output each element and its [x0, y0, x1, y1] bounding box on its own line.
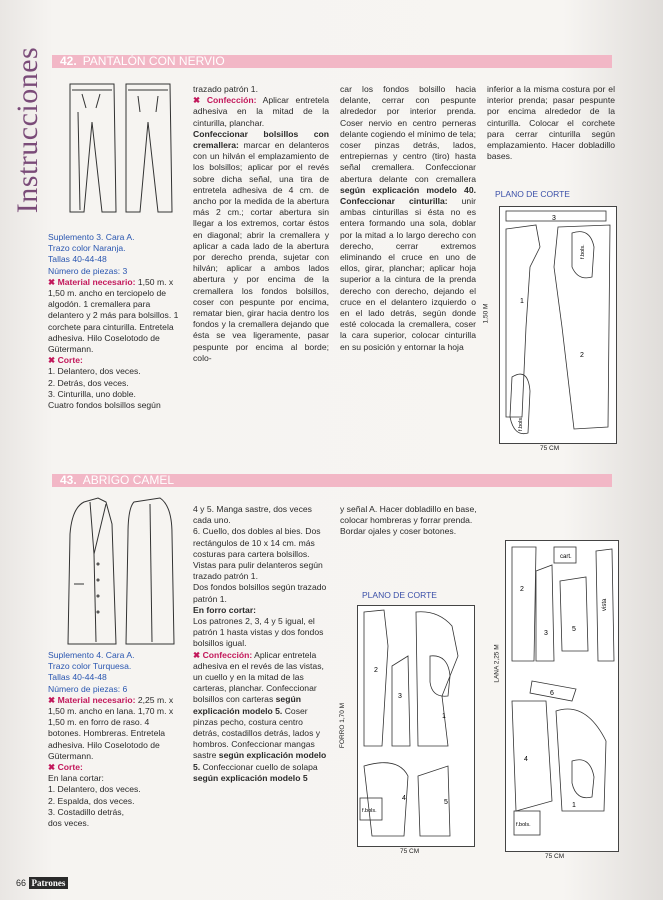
- s42-bolsillos-heading: Confeccionar bolsillos con cremallera:: [193, 128, 329, 151]
- s43-col2-f: Aplicar entretela adhesiva en el revés de las vistas, un cuello y en la mitad de las carteras, planchar. Confeccionar bolsillos con carteras: [193, 649, 324, 705]
- s43-col2-h: Confeccionar cuello de solapa: [202, 761, 318, 772]
- page-footer: [16, 878, 68, 888]
- s42-col2: trazado patrón 1. ✖ Confección: Aplicar entretela adhesiva en la mitad de la cinturilla, planchar. Confeccionar bolsillos con cremallera: marcar en delanteros con un hilván el emplazamiento de los bolsillos; aplicar por el revés sobre dicha señal, una tira de entretela adhesiva de 4 cm. de ancho por la medida de la abertura más 2 cm.; cortar abertura sin llegar a los extremos, cortar éstos en diagonal; abrir la cremallera y aplicar a cada lado de la abertura por derecho prenda, sujetar con hilván; aplicar a ambos lados abertura y por encima de la cremallera los fondos bolsillos, coser con pespunte por encima, rematar bien, girar hacia dentro los fondos y la cremallera dejando que ésta se vea ligeramente, pasar pespunte por encima al borde; colo-: [193, 84, 329, 363]
- s43-corte-3: 3. Costadillo detrás,: [48, 806, 124, 817]
- s42-tallas: Tallas 40-44-48: [48, 254, 107, 265]
- lana-piece-5: 5: [572, 626, 576, 633]
- plan-piece-2: 2: [580, 352, 584, 359]
- s43-col2-f-bold: según explicación modelo 5.: [193, 694, 301, 716]
- s43-lana-plan: [505, 540, 619, 852]
- s42-cinturilla-heading: Confeccionar cinturilla:: [340, 196, 448, 207]
- s43-lana-width: 75 CM: [545, 853, 565, 860]
- s42-plan-shapes: [500, 207, 616, 443]
- s42-col3: [340, 84, 476, 353]
- s42-col3-a: car los fondos bolsillo hacia delante, cerrar con pespunte alrededor por interior prenda. Coser nervio en centro perneras delante cogiendo el mínimo de tela; coser pinzas detrás, lados, entrepiernas y centro (tiro) hasta señal cremallera. Confeccionar abertura delante con cremallera: [340, 84, 476, 184]
- s43-corte-1: 1. Delantero, dos veces.: [48, 784, 141, 795]
- s43-forro-plan: [357, 605, 475, 847]
- s42-material: 1,50 m. x 1,50 m. ancho en terciopelo de algodón. 1 cremallera para delantero y 2 más para bolsillos. 1 corchete para cinturilla. Entretela adhesiva. Hilo Coselotodo de Gütermann.: [48, 276, 179, 355]
- s43-col1: Suplemento 4. Cara A. Trazo color Turquesa. Tallas 40-44-48 Número de piezas: 6 ✖ Material necesario: 2,25 m. x 1,50 m. ancho en lana. 1,70 m. x 1,50 m. en forro de raso. 4 botones. Hombreras. Entretela adhesiva. Hilo Coselotodo de Gütermann. ✖ Corte: En lana cortar: 1. Delantero, dos veces. 2. Espalda, dos veces. 3. Costadillo detrás, dos veces.: [48, 650, 182, 829]
- s42-corte-1: 1. Delantero, dos veces.: [48, 366, 141, 377]
- page-number: 66: [16, 878, 27, 888]
- s43-col2-b: 6. Cuello, dos dobles al bies. Dos rectángulos de 10 x 14 cm. más costuras para cartera bolsillos.: [193, 526, 321, 559]
- s42-trazo: Trazo color Naranja.: [48, 243, 126, 254]
- s42-conf-text: Aplicar entretela adhesiva en la mitad de la cinturilla, planchar.: [193, 95, 329, 128]
- s43-col2-a: 4 y 5. Manga sastre, dos veces cada uno.: [193, 504, 312, 526]
- lana-piece-4: 4: [524, 756, 528, 763]
- s42-piezas: Número de piezas: 3: [48, 265, 128, 276]
- s42-corte-4: Cuatro fondos bolsillos según: [48, 400, 161, 411]
- lana-piece-3: 3: [544, 630, 548, 637]
- s42-supplement: Suplemento 3. Cara A.: [48, 232, 135, 242]
- s42-plano-title: PLANO DE CORTE: [495, 189, 570, 199]
- trousers-sketch: [60, 72, 180, 222]
- s42-corte-3: 3. Cinturilla, uno doble.: [48, 388, 136, 399]
- s42-plan-width: 75 CM: [540, 445, 560, 452]
- s43-col3-text: y señal A. Hacer dobladillo en base, colocar hombreras y forrar prenda. Bordar ojales y coser botones.: [340, 504, 477, 537]
- s43-forro-height: FORRO 1,70 M: [339, 702, 347, 749]
- s42-plan-height: 1,50 M: [482, 303, 490, 324]
- s42-col1: Suplemento 3. Cara A. Trazo color Naranja. Tallas 40-44-48 Número de piezas: 3 ✖ Material necesario: 1,50 m. x 1,50 m. ancho en terciopelo de algodón. 1 cremallera para delantero y 2 más para bolsillos. 1 corchete para cinturilla. Entretela adhesiva. Hilo Coselotodo de Gütermann. ✖ Corte: 1. Delantero, dos veces. 2. Detrás, dos veces. 3. Cinturilla, uno doble. Cuatro fondos bolsillos según: [48, 232, 182, 411]
- s43-tallas: Tallas 40-44-48: [48, 672, 107, 683]
- forro-piece-4: 4: [402, 795, 406, 802]
- s43-en-lana: En lana cortar:: [48, 773, 104, 784]
- forro-piece-2: 2: [374, 667, 378, 674]
- s43-col2: 4 y 5. Manga sastre, dos veces cada uno. 6. Cuello, dos dobles al bies. Dos rectángulos de 10 x 14 cm. más costuras para cartera bolsillos. Vistas para pulir delanteros según trazado patrón 1. Dos fondos bolsillos según trazado patrón 1. En forro cortar: Los patrones 2, 3, 4 y 5 igual, el patrón 1 hasta vistas y dos fondos bolsillos igual. ✖ Confección: Aplicar entretela adhesiva en el revés de las vistas, un cuello y en la mitad de las carteras, planchar. Confeccionar bolsillos con carteras según explicación modelo 5. Coser pinzas pecho, costura centro detrás, costadillos detrás, lados y hombros. Confeccionar mangas sastre según explicación modelo 5. Confeccionar cuello de solapa según explicación modelo 5: [193, 504, 329, 784]
- s43-lana-height: LANA 2,25 M: [493, 644, 501, 683]
- plan-piece-fbols-2: f.bols.: [518, 416, 524, 431]
- s43-corte-4: dos veces.: [48, 818, 90, 829]
- s42-col2-body: marcar en delanteros con un hilván el emplazamiento de los bolsillos; aplicar por el revés sobre dicha señal, una tira de entretela adhesiva de 4 cm. de ancho por la medida de la abertura más 2 cm.; cortar abertura sin llegar a los extremos, cortar éstos en diagonal; abrir la cremallera y aplicar a cada lado de la abertura por derecho prenda, sujetar con hilván; aplicar a ambos lados abertura y por encima de la cremallera los fondos bolsillos, coser con pespunte por encima, rematar bien, girar hacia dentro los fondos y la cremallera dejando que ésta se vea ligeramente, pasar pespunte por encima al borde; colo-: [193, 140, 329, 363]
- forro-piece-fbols: f.bols.: [362, 808, 377, 814]
- s43-col2-h-bold: según explicación modelo 5: [193, 772, 308, 783]
- s43-material-label: Material necesario:: [57, 694, 136, 705]
- coat-sketch: [60, 494, 180, 649]
- lana-piece-vista: vista: [602, 598, 608, 611]
- s43-corte-label: Corte:: [57, 762, 83, 773]
- forro-piece-5: 5: [444, 799, 448, 806]
- s43-material: 2,25 m. x 1,50 m. ancho en lana. 1,70 m. x 1,50 m. en forro de raso. 4 botones. Hombreras. Entretela adhesiva. Hilo Coselotodo de Gütermann.: [48, 694, 174, 761]
- s43-piezas: Número de piezas: 6: [48, 683, 128, 694]
- plan-piece-3: 3: [552, 215, 556, 222]
- s42-corte-label: Corte:: [57, 355, 83, 366]
- s43-col2-d: Dos fondos bolsillos según trazado patrón 1.: [193, 582, 327, 604]
- lana-piece-2: 2: [520, 586, 524, 593]
- s43-col2-c: Vistas para pulir delanteros según trazado patrón 1.: [193, 560, 323, 582]
- forro-piece-3: 3: [398, 693, 402, 700]
- brand-logo: Patrones: [29, 877, 69, 889]
- s43-forro-heading: En forro cortar:: [193, 604, 257, 615]
- s43-forro-shapes: [358, 606, 474, 846]
- s43-trazo: Trazo color Turquesa.: [48, 661, 132, 672]
- lana-piece-cart: cart.: [560, 554, 572, 560]
- s43-forro-width: 75 CM: [400, 848, 420, 855]
- lana-piece-1: 1: [572, 802, 576, 809]
- s42-col3-bold: según explicación modelo 40.: [340, 184, 476, 195]
- lana-piece-fbols: f.bols.: [516, 822, 531, 828]
- s43-col2-e: Los patrones 2, 3, 4 y 5 igual, el patrón 1 hasta vistas y dos fondos bolsillos igual.: [193, 616, 324, 649]
- forro-piece-1: 1: [442, 713, 446, 720]
- s42-col2-intro: trazado patrón 1.: [193, 84, 258, 94]
- s43-corte-2: 2. Espalda, dos veces.: [48, 795, 135, 806]
- s43-col2-g-bold: según explicación modelo 5.: [193, 750, 327, 772]
- s43-supplement: Suplemento 4. Cara A.: [48, 650, 135, 660]
- s43-col3: [340, 504, 478, 538]
- plan-piece-1: 1: [520, 298, 524, 305]
- sidebar-title: Instrucciones: [11, 46, 45, 214]
- s43-col2-g: Coser pinzas pecho, costura centro detrás, costadillos detrás, lados y hombros. Confeccionar mangas sastre: [193, 705, 321, 761]
- s42-cutting-plan: [499, 206, 617, 444]
- s42-col4-text: inferior a la misma costura por el interior prenda; pasar pespunte por encima alrededor de la cinturilla. Colocar el corchete para cerrar cinturilla según emplazamiento. Hacer dobladillo bases.: [487, 84, 615, 162]
- s43-plano-title: PLANO DE CORTE: [362, 590, 437, 600]
- s43-confeccion-label: Confección:: [202, 649, 253, 660]
- section-42-title: 42. PANTALÓN CON NERVIO: [60, 54, 225, 68]
- s42-col3-b: unir ambas cinturillas si ésta no es entera formando una sola, doblar por la mitad a lo largo derecho con derecho, cerrar extremos eliminando el cruce en uno de ellos, girar, planchar; aplicar hoja superior a la cintura de la prenda derecho con derecho, dejando el cruce en el delantero izquierdo o en el lado detrás, según donde esté colocada la cremallera, coser la cara superior, colocar cinturilla en su posición y entornar la hoja: [340, 196, 476, 352]
- s42-material-label: Material necesario:: [57, 276, 136, 287]
- s42-confeccion-label: Confección:: [206, 95, 257, 106]
- lana-piece-6: 6: [550, 690, 554, 697]
- s42-corte-2: 2. Detrás, dos veces.: [48, 377, 129, 388]
- section-43-title: 43. ABRIGO CAMEL: [60, 473, 175, 487]
- s42-col4: [487, 84, 615, 162]
- plan-piece-fbols-1: f.bols.: [580, 244, 586, 259]
- s43-lana-shapes: [506, 541, 618, 851]
